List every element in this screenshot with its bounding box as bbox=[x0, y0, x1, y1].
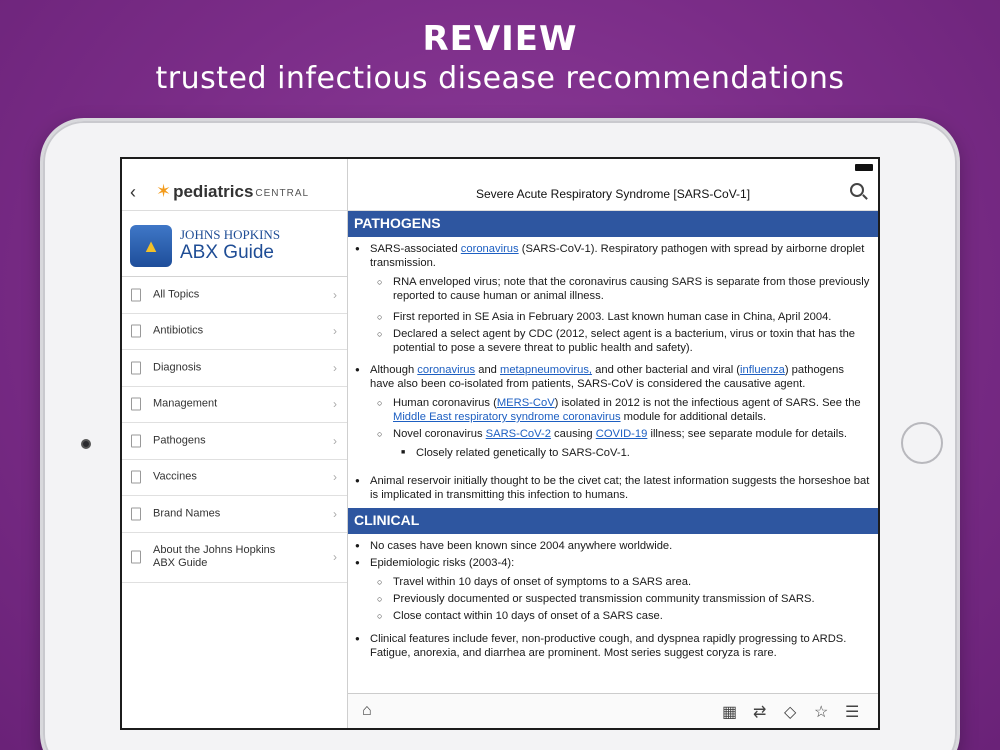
document-icon bbox=[131, 325, 141, 338]
star-icon[interactable]: ☆ bbox=[814, 704, 829, 721]
main-panel bbox=[348, 159, 878, 728]
sidebar-item-label: Brand Names bbox=[153, 507, 221, 520]
back-icon[interactable]: ‹ bbox=[130, 182, 136, 202]
sidebar-item-label: Pathogens bbox=[153, 434, 206, 447]
document-icon bbox=[131, 551, 141, 564]
chevron-right-icon: › bbox=[333, 506, 337, 521]
home-icon[interactable]: ⌂ bbox=[362, 702, 372, 719]
document-icon bbox=[131, 398, 141, 411]
sidebar-item-antibiotics[interactable] bbox=[122, 314, 347, 351]
document-icon bbox=[131, 507, 141, 520]
link-covid-19[interactable]: COVID-19 bbox=[595, 428, 648, 440]
guide-banner[interactable] bbox=[122, 211, 347, 277]
tag-icon[interactable]: ◇ bbox=[784, 704, 797, 721]
camera bbox=[81, 439, 91, 449]
sidebar-item-label: Antibiotics bbox=[153, 324, 204, 337]
sidebar-item-pathogens[interactable] bbox=[122, 423, 347, 460]
list-item: ○ RNA enveloped virus; note that the coronavirus causing SARS is separate from those previously reported to cause human or animal illness. bbox=[348, 275, 878, 303]
list-item: ● Clinical features include fever, non-productive cough, and dyspnea rapidly progressing to ARDS. Fatigue, anorexia, and diarrhea are prominent. Most series suggest coryza is rare. bbox=[348, 632, 878, 660]
sidebar bbox=[122, 159, 348, 728]
promo-subtitle: trusted infectious disease recommendations bbox=[155, 61, 845, 96]
abx-guide-logo-icon: ▲ bbox=[130, 225, 172, 267]
chevron-right-icon: › bbox=[333, 324, 337, 339]
chevron-right-icon: › bbox=[333, 433, 337, 448]
link-mers-cov[interactable]: MERS-CoV bbox=[496, 397, 555, 409]
sidebar-header bbox=[122, 177, 347, 211]
sidebar-item-label: Management bbox=[153, 397, 218, 410]
list-item: ○ Declared a select agent by CDC (2012, select agent is a bacterium, virus or toxin that has the potential to pose a severe threat to public health and safety). bbox=[348, 327, 878, 355]
chevron-right-icon: › bbox=[333, 397, 337, 412]
list-item: ○ First reported in SE Asia in February 2003. Last known human case in China, April 2004. bbox=[348, 310, 878, 324]
sidebar-item-diagnosis[interactable] bbox=[122, 350, 347, 387]
child-figure-icon: ✶ bbox=[156, 181, 172, 201]
chevron-right-icon: › bbox=[333, 470, 337, 485]
sidebar-item-all-topics[interactable] bbox=[122, 277, 347, 314]
sidebar-item-vaccines[interactable] bbox=[122, 460, 347, 497]
document-icon bbox=[131, 434, 141, 447]
link-influenza[interactable]: influenza bbox=[740, 364, 785, 376]
sidebar-menu bbox=[122, 277, 347, 583]
sidebar-item-brand-names[interactable] bbox=[122, 496, 347, 533]
link-metapneumovirus[interactable]: metapneumovirus, bbox=[500, 364, 593, 376]
promo-title: REVIEW bbox=[422, 19, 578, 59]
link-sars-cov-2[interactable]: SARS-CoV-2 bbox=[485, 428, 551, 440]
list-item: ○ Travel within 10 days of onset of symptoms to a SARS area. bbox=[348, 575, 878, 589]
brand-suffix: CENTRAL bbox=[255, 188, 310, 199]
sidebar-item-about[interactable] bbox=[122, 533, 347, 583]
chevron-right-icon: › bbox=[333, 360, 337, 375]
swap-icon[interactable]: ⇄ bbox=[753, 704, 767, 721]
link-coronavirus[interactable]: coronavirus bbox=[460, 243, 519, 255]
search-icon[interactable] bbox=[850, 183, 864, 197]
document-icon bbox=[131, 288, 141, 301]
document-icon bbox=[131, 361, 141, 374]
list-item: ○ Human coronavirus (MERS-CoV) isolated in 2012 is not the infectious agent of SARS. See the Middle East respiratory syndrome coronavirus module for additional details. bbox=[348, 396, 878, 424]
bottom-toolbar bbox=[348, 693, 878, 728]
sidebar-item-label: Diagnosis bbox=[153, 361, 202, 374]
page-title: Severe Acute Respiratory Syndrome [SARS-CoV-1] bbox=[475, 187, 751, 201]
notes-icon[interactable]: ☰ bbox=[845, 704, 860, 721]
section-header-pathogens[interactable]: PATHOGENS bbox=[348, 211, 878, 237]
chevron-right-icon: › bbox=[333, 287, 337, 302]
link-mers-module[interactable]: Middle East respiratory syndrome coronavirus bbox=[393, 411, 621, 423]
sidebar-item-label: All Topics bbox=[153, 288, 200, 301]
list-item: ● Epidemiologic risks (2003-4): bbox=[348, 556, 878, 570]
sidebar-item-management[interactable] bbox=[122, 387, 347, 424]
list-item: ○ Novel coronavirus SARS-CoV-2 causing COVID-19 illness; see separate module for details. bbox=[348, 427, 878, 441]
list-item: ● Although coronavirus and metapneumovirus, and other bacterial and viral (influenza) pathogens have also been co-isolated from patients, SARS-CoV is considered the causative agent. bbox=[348, 363, 878, 391]
calculator-icon[interactable]: ▦ bbox=[722, 704, 738, 721]
app-screen bbox=[120, 157, 880, 730]
promo-header bbox=[0, 18, 1000, 98]
list-item: ● SARS-associated coronavirus (SARS-CoV-1). Respiratory pathogen with spread by airborne droplet transmission. bbox=[348, 242, 878, 270]
sidebar-item-label: Vaccines bbox=[153, 470, 197, 483]
guide-name: ABX Guide bbox=[180, 242, 274, 263]
guide-org: JOHNS HOPKINS bbox=[180, 227, 281, 242]
home-button[interactable] bbox=[901, 422, 943, 464]
list-item: ○ Close contact within 10 days of onset of a SARS case. bbox=[348, 609, 878, 623]
list-item: ○ Previously documented or suspected transmission community transmission of SARS. bbox=[348, 592, 878, 606]
brand-name: pediatrics bbox=[173, 181, 254, 201]
chevron-right-icon: › bbox=[333, 550, 337, 564]
list-item: ● No cases have been known since 2004 anywhere worldwide. bbox=[348, 539, 878, 553]
link-coronavirus[interactable]: coronavirus bbox=[417, 364, 476, 376]
list-item: ● Animal reservoir initially thought to be the civet cat; the latest information suggests the horseshoe bat is implicated in transmitting this infection to humans. bbox=[348, 474, 878, 502]
article-content[interactable] bbox=[348, 211, 878, 693]
list-item: ■ Closely related genetically to SARS-CoV-1. bbox=[348, 446, 878, 460]
brand-logo bbox=[156, 181, 309, 202]
sidebar-item-label: About the Johns Hopkins ABX Guide bbox=[153, 544, 276, 569]
section-header-clinical[interactable]: CLINICAL bbox=[348, 508, 878, 534]
document-icon bbox=[131, 471, 141, 484]
main-header bbox=[348, 177, 878, 211]
